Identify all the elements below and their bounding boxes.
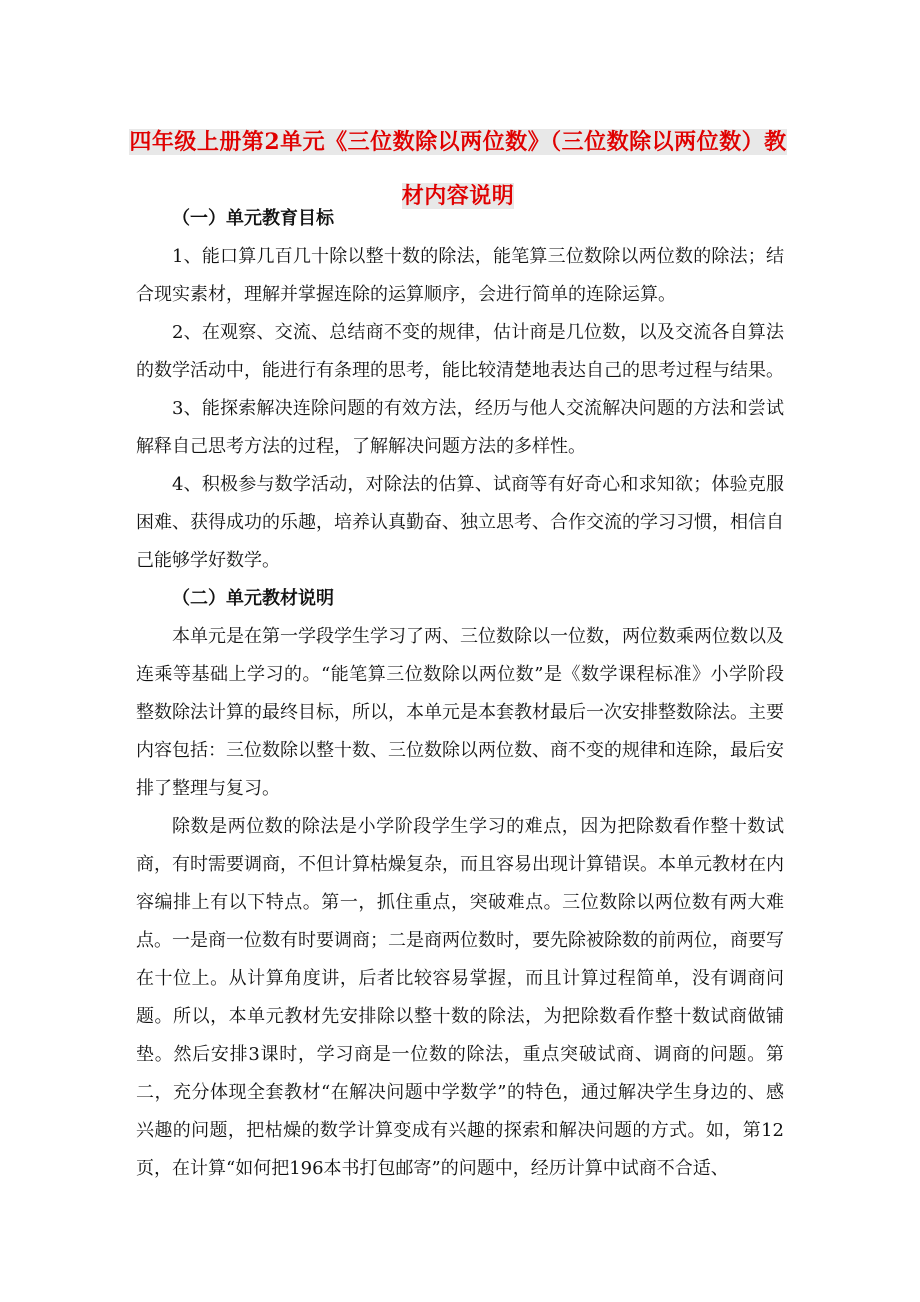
section-heading-materials: （二）单元教材说明 (172, 588, 334, 609)
section-heading-goals: （一）单元教育目标 (172, 208, 334, 229)
goal-paragraph-3: 3、能探索解决连除问题的有效方法，经历与他人交流解决问题的方法和尝试解释自己思考方法的过程，了解解决问题方法的多样性。 (136, 398, 784, 457)
document-title-text: 四年级上册第2单元《三位数除以两位数》（三位数除以两位数）教材内容说明 (129, 129, 787, 209)
goal-paragraph-1: 1、能口算几百几十除以整十数的除法，能笔算三位数除以两位数的除法；结合现实素材，理解并掌握连除的运算顺序，会进行简单的连除运算。 (136, 246, 784, 305)
material-paragraph-2: 除数是两位数的除法是小学阶段学生学习的难点，因为把除数看作整十数试商，有时需要调商，不但计算枯燥复杂，而且容易出现计算错误。本单元教材在内容编排上有以下特点。第一，抓住重点，突破难点。三位数除以两位数有两大难点。一是商一位数有时要调商；二是商两位数时，要先除被除数的前两位，商要写在十位上。从计算角度讲，后者比较容易掌握，而且计算过程简单，没有调商问题。所以，本单元教材先安排除以整十数的除法，为把除数看作整十数试商做铺垫。然后安排3课时，学习商是一位数的除法，重点突破试商、调商的问题。第二，充分体现全套教材“在解决问题中学数学”的特色，通过解决学生身边的、感兴趣的问题，把枯燥的数学计算变成有兴趣的探索和解决问题的方式。如，第12页，在计算“如何把196本书打包邮寄”的问题中，经历计算中试商不合适、 (136, 816, 784, 1179)
material-paragraph-1: 本单元是在第一学段学生学习了两、三位数除以一位数，两位数乘两位数以及连乘等基础上学习的。“能笔算三位数除以两位数”是《数学课程标准》小学阶段整数除法计算的最终目标，所以，本单元是本套教材最后一次安排整数除法。主要内容包括：三位数除以整十数、三位数除以两位数、商不变的规律和连除，最后安排了整理与复习。 (136, 626, 784, 799)
document-body (136, 200, 784, 1188)
goal-paragraph-2: 2、在观察、交流、总结商不变的规律，估计商是几位数，以及交流各自算法的数学活动中，能进行有条理的思考，能比较清楚地表达自己的思考过程与结果。 (136, 322, 784, 381)
goal-paragraph-4: 4、积极参与数学活动，对除法的估算、试商等有好奇心和求知欲；体验克服困难、获得成功的乐趣，培养认真勤奋、独立思考、合作交流的学习习惯，相信自己能够学好数学。 (136, 474, 784, 571)
